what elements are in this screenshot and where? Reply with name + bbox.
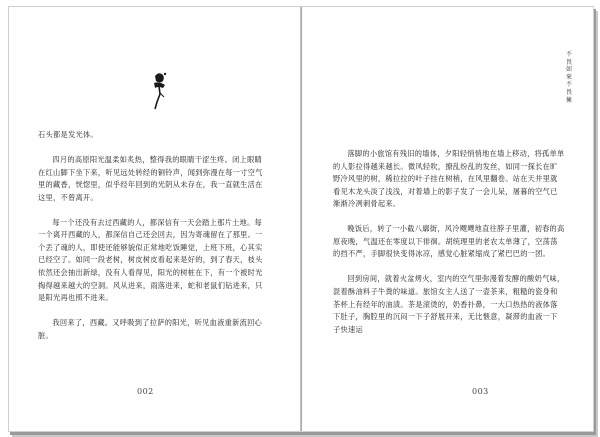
paragraph: 晚饭后，转了一小截八廓街，风冷飕飕地直往脖子里灌，初春的高原夜晚，气温还在零度以下徘徊。胡统理里的老农太单薄了，空荡荡的挡不严，手脚很快变得冰凉，感觉心脏紧缩成了紧巴巴的一团。 <box>333 224 565 259</box>
ink-sketch-figure-icon <box>144 66 174 111</box>
running-title: 不畏如來不畏擁 <box>565 51 572 104</box>
page-number: 003 <box>472 387 489 396</box>
paragraph: 每一个还没有去过西藏的人，都深信有一天会踏上那片土地。每一个离开西藏的人，都深信自己还会回去，因为寄魂留在了那里。一个丢了魂的人，即使还能够貌似正常地吃饭睡觉，上班下班，心其实已经空了。如同一段老树，树皮树皮看起来是好的，到了春天，枝头依然还会抽出新绿，没有人看得见，阳光的树桩在下，有一个被时光掏得越来越大的空洞。风从进来，雨落进来，蛇和老鼠们钻进来，只是阳光再也照不进来。 <box>38 217 263 303</box>
paragraph: 回到房间，就着火盆烤火，室内的空气里弥漫着发酵的酸奶气味，混着酥油料子牛粪的味道。旅馆女主人送了一壶茶来，粗糙的瓷身和茶杯上有经年的油渍。茶是滚烫的，奶香扑鼻，一大口热热的液体落下肚子，胸腔里的沉闷一下子舒展开来，无比惬意，凝滞的血液一下子快速运 <box>333 274 565 334</box>
paragraph: 石头都是发光体。 <box>38 130 98 139</box>
page-number: 002 <box>137 387 154 396</box>
right-page <box>302 7 593 431</box>
left-page <box>9 7 300 431</box>
book-spread <box>8 6 594 432</box>
paragraph: 四月的高原阳光温柔如炙热，整得我的眼睛干涩生疼。闭上眼睛在红山脚下坐下来，听见远处转经的铜铃声，闻到弥漫在每一寸空气里的藏香，恍惚里，似乎经年回到的光阴从未存在，我一直就生活在这里，不曾离开。 <box>38 155 263 202</box>
paragraph: 我回来了，西藏。又呼吸到了拉萨的阳光，听见血液重新流回心脏。 <box>38 318 263 340</box>
right-page-body <box>333 148 565 349</box>
left-page-body <box>38 129 264 355</box>
paragraph: 落脚的小旅馆有残旧的墙体，夕阳轻悄悄地在墙上移动，将孤单单的人影拉得越来越长。微风轻吹，撩乱纷乱的发丝，如同一探长在旷野冷风里的树，稀拉拉的叶子挂在树梢，在风里翻卷。站在天井里就看见木龙头淡了浅浅，对着墙上的影子发了一会儿呆，屠暮的空气已渐渐冷冽刺骨起来。 <box>333 149 565 209</box>
